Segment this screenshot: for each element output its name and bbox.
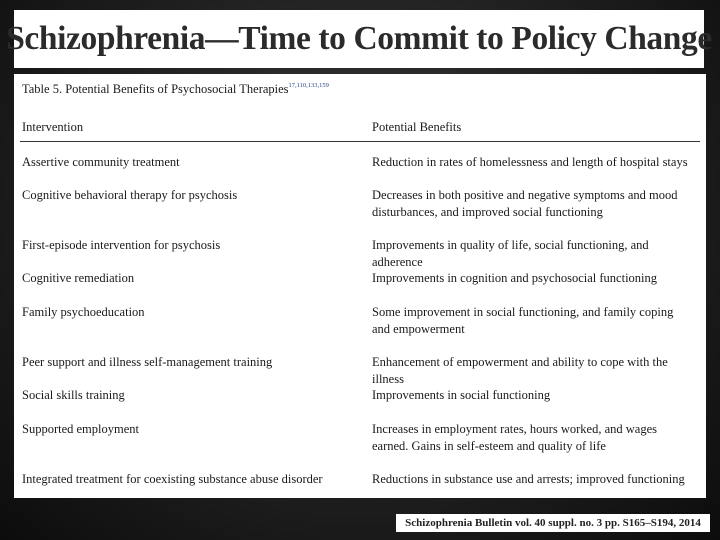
benefit-cell: Improvements in cognition and psychosocial functioning	[372, 271, 658, 285]
table-caption-text: Table 5. Potential Benefits of Psychosocial Therapies	[22, 82, 289, 96]
intervention-cell: Family psychoeducation	[22, 305, 145, 319]
table-row	[14, 354, 706, 387]
table-row	[14, 304, 706, 354]
header-rule	[20, 141, 700, 142]
column-header-benefits: Potential Benefits	[372, 120, 462, 134]
table-caption-refs: 17,110,133,159	[288, 82, 329, 89]
benefit-cell: Decreases in both positive and negative symptoms and mood disturbances, and improved social functioning	[372, 188, 678, 219]
table-row	[14, 237, 706, 270]
table-panel	[14, 74, 706, 498]
table-row	[14, 187, 706, 237]
intervention-cell: Cognitive behavioral therapy for psychosis	[22, 188, 238, 202]
intervention-cell: Integrated treatment for coexisting substance abuse disorder	[22, 472, 323, 486]
intervention-cell: Assertive community treatment	[22, 155, 180, 169]
table-row	[14, 154, 706, 187]
benefit-cell: Increases in employment rates, hours worked, and wages earned. Gains in self-esteem and quality of life	[372, 422, 657, 453]
benefit-cell: Improvements in quality of life, social functioning, and adherence	[372, 238, 649, 269]
benefit-cell: Reductions in substance use and arrests; improved functioning	[372, 472, 685, 486]
table-caption	[22, 82, 329, 97]
table-row	[14, 270, 706, 304]
table-row	[14, 421, 706, 471]
intervention-cell: First-episode intervention for psychosis	[22, 238, 221, 252]
benefit-cell: Enhancement of empowerment and ability to cope with the illness	[372, 355, 668, 386]
benefit-cell: Reduction in rates of homelessness and length of hospital stays	[372, 155, 688, 169]
column-header-intervention: Intervention	[22, 120, 84, 134]
intervention-cell: Social skills training	[22, 388, 125, 402]
slide-title: Schizophrenia—Time to Commit to Policy Change	[6, 20, 712, 57]
intervention-cell: Supported employment	[22, 422, 139, 436]
citation-box	[396, 514, 710, 532]
benefit-cell: Some improvement in social functioning, and family coping and empowerment	[372, 305, 674, 336]
intervention-cell: Cognitive remediation	[22, 271, 135, 285]
citation-text: Schizophrenia Bulletin vol. 40 suppl. no. 3 pp. S165–S194, 2014	[405, 517, 701, 529]
title-bar	[6, 10, 712, 68]
table-row	[14, 387, 706, 421]
table-row	[14, 471, 706, 491]
table-body	[14, 154, 706, 491]
intervention-cell: Peer support and illness self-management training	[22, 355, 273, 369]
benefit-cell: Improvements in social functioning	[372, 388, 551, 402]
